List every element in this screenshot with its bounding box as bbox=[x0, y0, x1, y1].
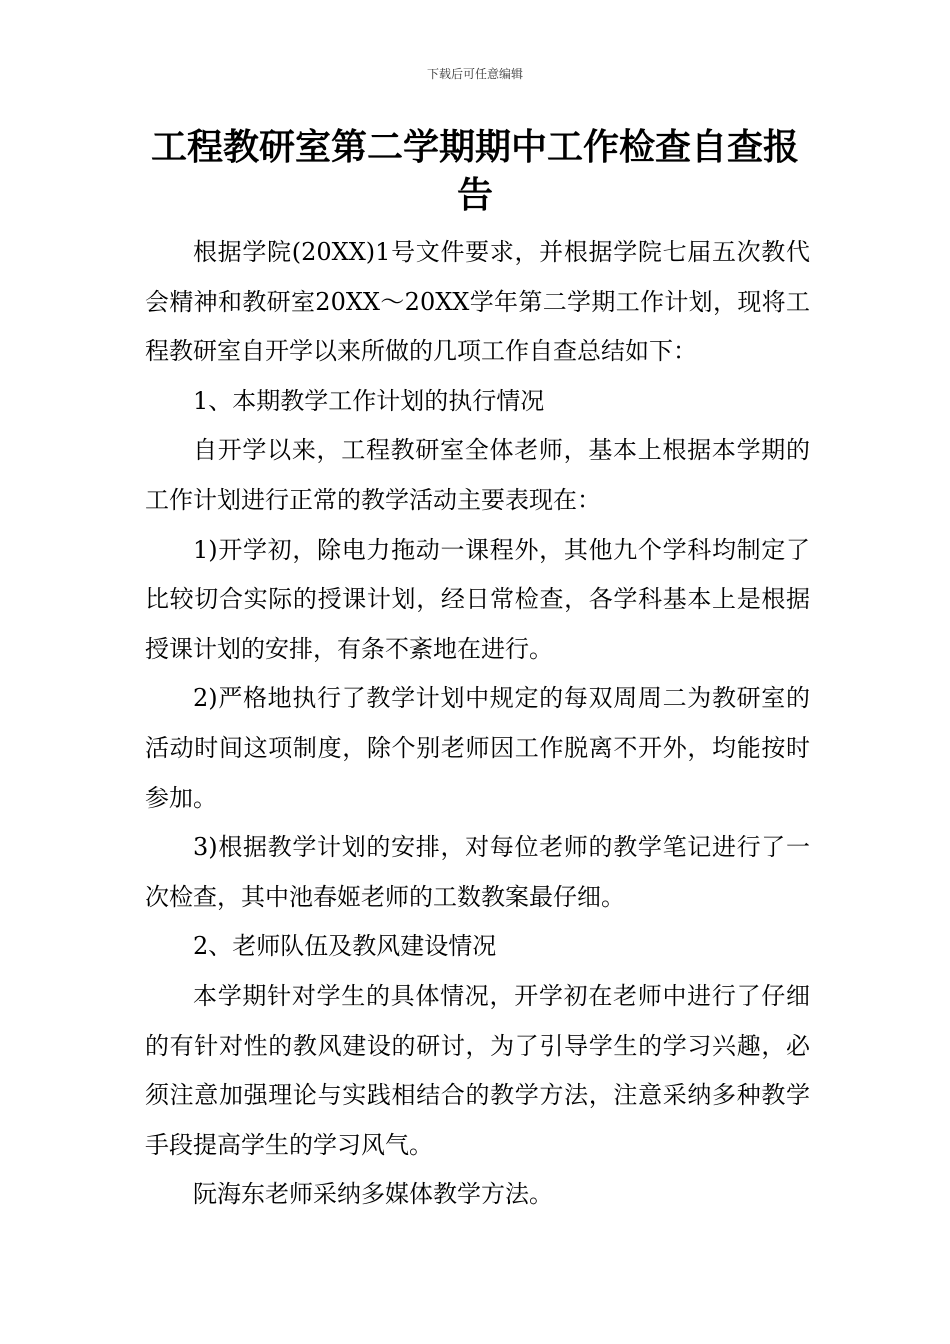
section-heading-2: 2、老师队伍及教风建设情况 bbox=[193, 932, 497, 961]
paragraph-intro: 根据学院(20XX)1号文件要求，并根据学院七届五次教代会精神和教研室20XX～20XX学年第二学期工作计划，现将工程教研室自开学以来所做的几项工作自查总结如下： bbox=[145, 238, 810, 366]
section-heading-1: 1、本期教学工作计划的执行情况 bbox=[193, 386, 545, 415]
document-title: 工程教研室第二学期期中工作检查自查报告 bbox=[150, 127, 799, 216]
paragraph: 阮海东老师采纳多媒体教学方法。 bbox=[193, 1180, 553, 1209]
document-body bbox=[145, 228, 810, 1220]
page-header-note: 下载后可任意编辑 bbox=[426, 67, 523, 81]
list-item: 2)严格地执行了教学计划中规定的每双周周二为教研室的活动时间这项制度，除个别老师因工作脱离不开外，均能按时参加。 bbox=[145, 684, 810, 812]
paragraph: 本学期针对学生的具体情况，开学初在老师中进行了仔细的有针对性的教风建设的研讨，为了引导学生的学习兴趣，必须注意加强理论与实践相结合的教学方法，注意采纳多种教学手段提高学生的学习风气。 bbox=[145, 981, 810, 1159]
paragraph: 自开学以来，工程教研室全体老师，基本上根据本学期的工作计划进行正常的教学活动主要表现在： bbox=[145, 436, 810, 514]
list-item: 3)根据教学计划的安排，对每位老师的教学笔记进行了一次检查，其中池春姬老师的工数教案最仔细。 bbox=[145, 833, 810, 911]
list-item: 1)开学初，除电力拖动一课程外，其他九个学科均制定了比较切合实际的授课计划，经日常检查，各学科基本上是根据授课计划的安排，有条不紊地在进行。 bbox=[145, 535, 810, 663]
